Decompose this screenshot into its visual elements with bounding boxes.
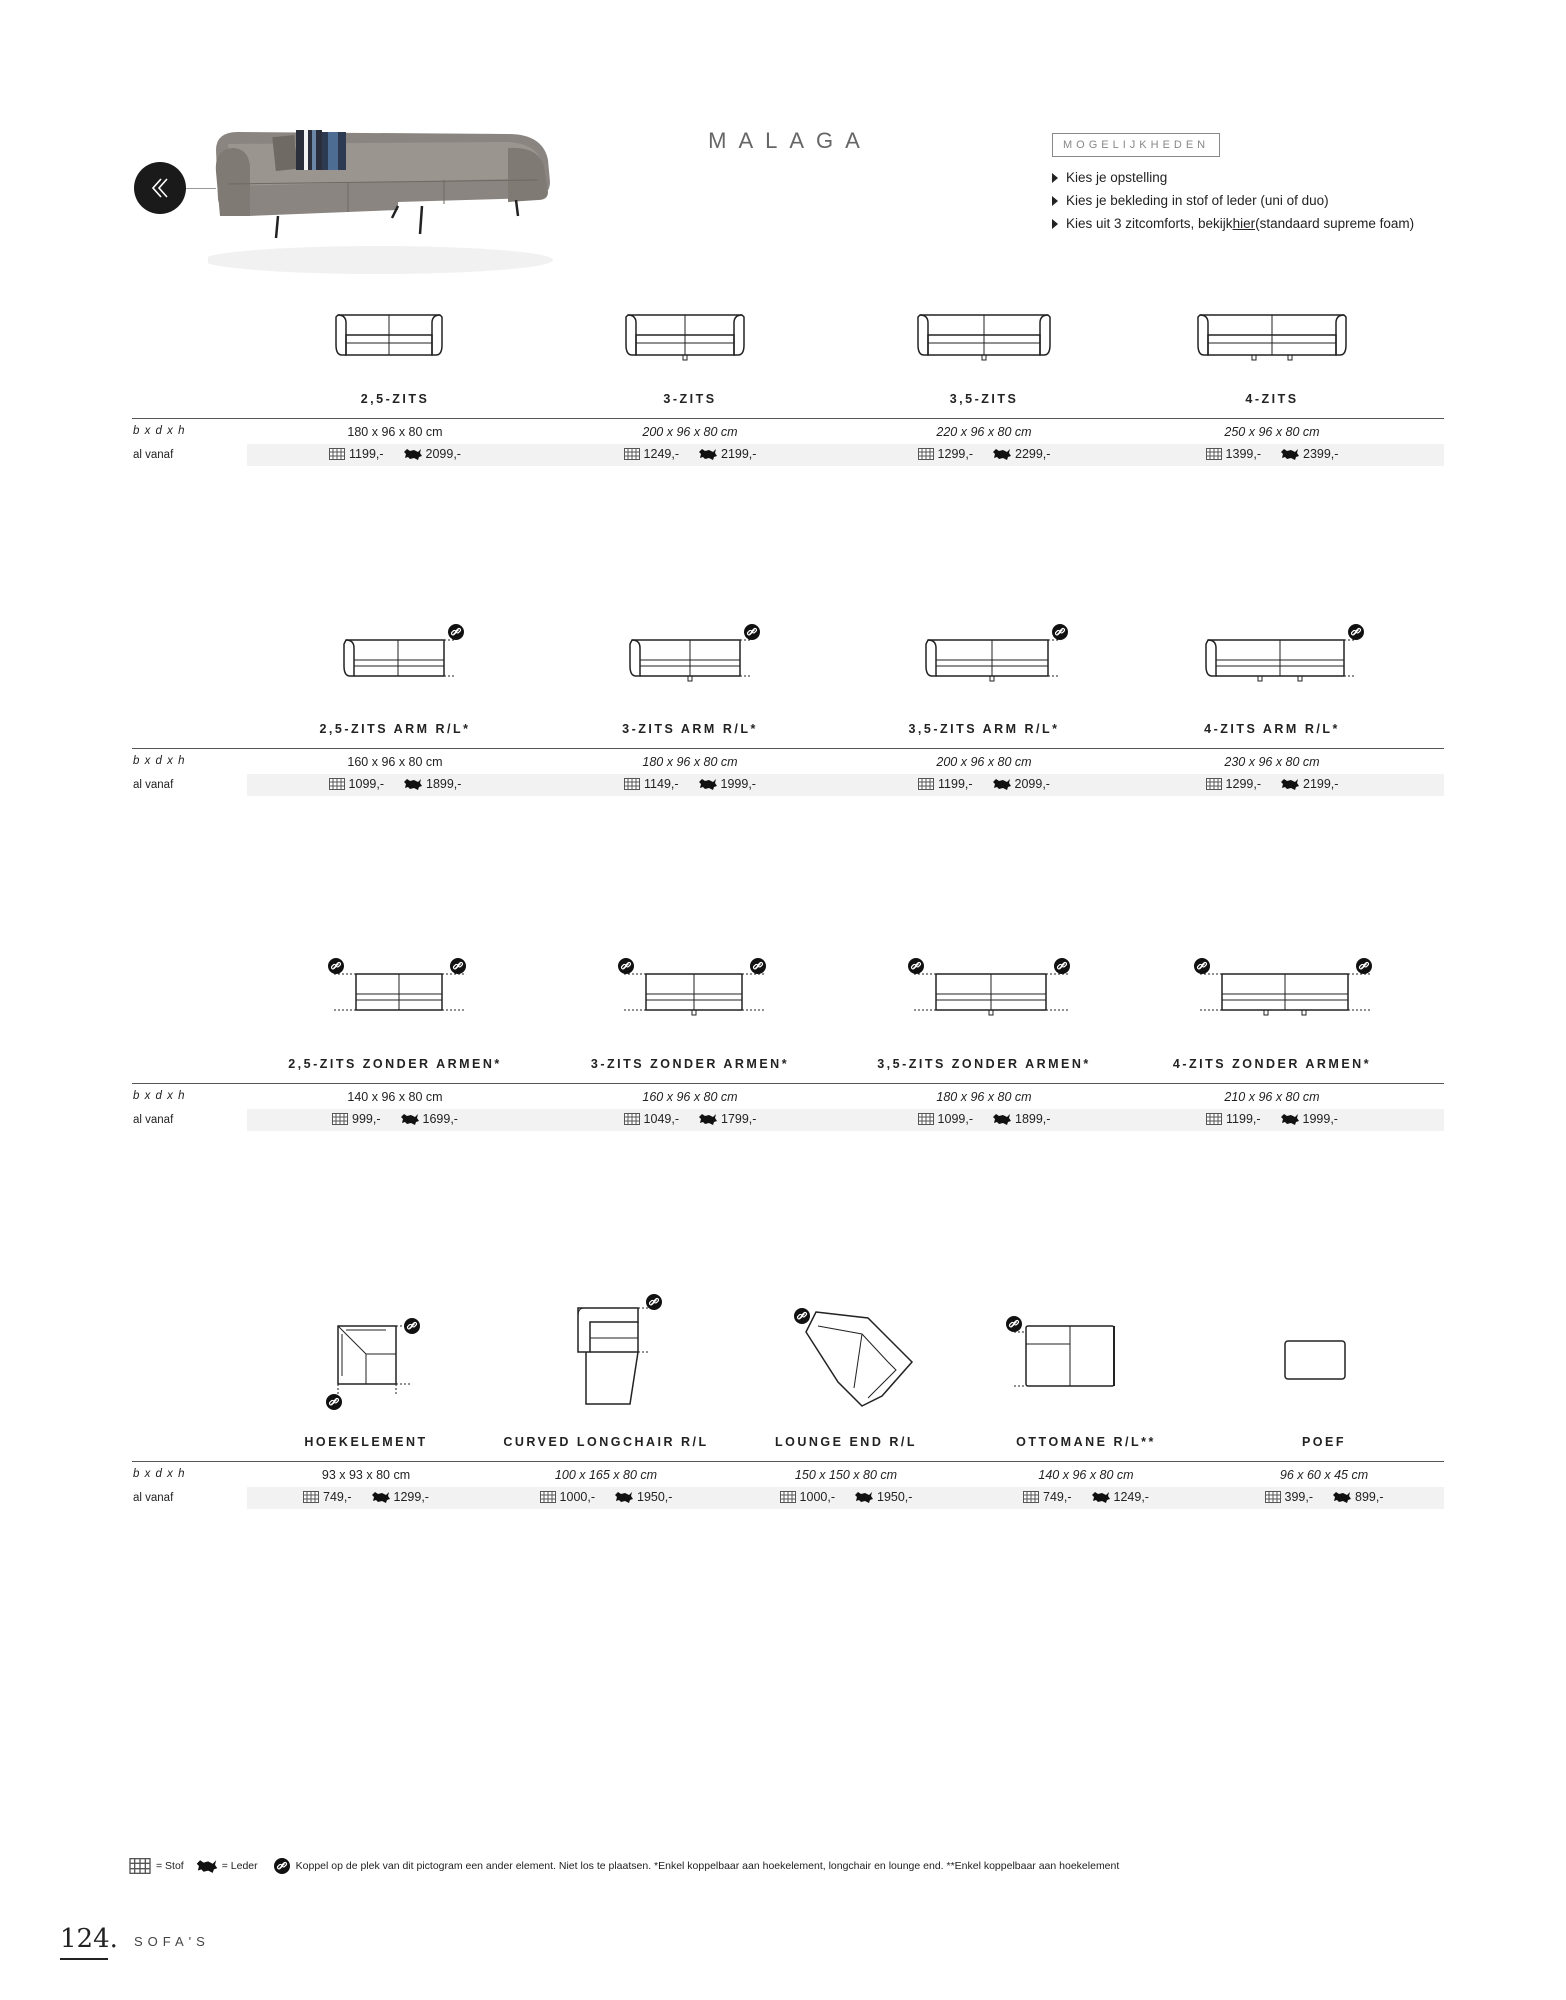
- link-icon: [274, 1858, 290, 1874]
- price-pair: [1152, 1112, 1392, 1126]
- link-icon: [750, 958, 766, 974]
- fabric-swatch-icon: [1265, 1491, 1281, 1503]
- leather-hide-icon: [993, 1112, 1011, 1126]
- price-pair: [1204, 1490, 1444, 1504]
- back-connector-line: [186, 188, 216, 189]
- leather-price: 1299,-: [393, 1490, 429, 1504]
- fabric-price: 1199,-: [1226, 1112, 1261, 1126]
- legend: [128, 1858, 1119, 1874]
- item-label: 2,5-ZITS ARM R/L*: [319, 722, 471, 736]
- leather-price: 2199,-: [1303, 777, 1339, 791]
- diagram-ottomane: [1004, 1314, 1120, 1396]
- diagram-3-5-zits: [912, 305, 1056, 365]
- link-icon: [1052, 624, 1068, 640]
- options-badge: MOGELIJKHEDEN: [1052, 133, 1220, 157]
- fabric-swatch-icon: [303, 1491, 319, 1503]
- fabric-swatch-icon: [918, 448, 934, 460]
- hero-sofa-photo: [208, 120, 558, 280]
- dims-row-label: b x d x h: [133, 1090, 186, 1102]
- price-row-label: al vanaf: [133, 449, 174, 461]
- page-title: MALAGA: [708, 128, 872, 153]
- item-label: 4-ZITS: [1245, 392, 1299, 406]
- divider: [132, 1083, 1444, 1084]
- divider: [132, 748, 1444, 749]
- triangle-bullet-icon: [1052, 196, 1058, 206]
- fabric-price: 1000,-: [799, 1490, 835, 1504]
- leather-price: 1999,-: [1302, 1112, 1338, 1126]
- price-pair: [570, 1112, 810, 1126]
- link-icon: [450, 958, 466, 974]
- leather-hide-icon: [1281, 777, 1299, 791]
- fabric-price: 999,-: [352, 1112, 381, 1126]
- leather-hide-icon: [699, 1112, 717, 1126]
- fabric-price: 1099,-: [348, 777, 384, 791]
- leather-price: 1899,-: [426, 777, 462, 791]
- dims-value: 150 x 150 x 80 cm: [794, 1468, 898, 1482]
- option-item: [1050, 212, 1414, 235]
- leather-price: 1950,-: [877, 1490, 913, 1504]
- item-label: 4-ZITS ZONDER ARMEN*: [1172, 1057, 1372, 1071]
- fabric-swatch-icon: [1206, 778, 1222, 790]
- legend-stof: = Stof: [156, 1860, 184, 1872]
- leather-price: 2099,-: [1014, 777, 1050, 791]
- option-text: (standaard supreme foam): [1255, 216, 1415, 231]
- leather-hide-icon: [699, 777, 717, 791]
- fabric-price: 1149,-: [644, 777, 679, 791]
- leather-price: 2399,-: [1303, 447, 1339, 461]
- leather-hide-icon: [404, 447, 422, 461]
- leather-price: 2099,-: [425, 447, 461, 461]
- leather-hide-icon: [993, 447, 1011, 461]
- leather-hide-icon: [372, 1490, 390, 1504]
- dims-value: 93 x 93 x 80 cm: [321, 1468, 411, 1482]
- leather-hide-icon: [1281, 447, 1299, 461]
- diagram-3-5-zits-zonder-armen: [906, 956, 1076, 1020]
- section-name: SOFA'S: [134, 1934, 210, 1949]
- page-number: 124.: [60, 1924, 118, 1954]
- fabric-swatch-icon: [624, 1113, 640, 1125]
- options-list: [1050, 166, 1414, 235]
- price-pair: [246, 1490, 486, 1504]
- fabric-swatch-icon: [329, 448, 345, 460]
- fabric-price: 1299,-: [1225, 777, 1261, 791]
- fabric-price: 1199,-: [349, 447, 384, 461]
- fabric-swatch-icon: [624, 778, 640, 790]
- price-pair: [275, 777, 515, 791]
- item-label: 3,5-ZITS: [949, 392, 1019, 406]
- divider: [132, 418, 1444, 419]
- back-button[interactable]: [134, 162, 186, 214]
- fabric-swatch-icon: [918, 778, 934, 790]
- link-icon: [404, 1318, 420, 1334]
- link-icon: [1348, 624, 1364, 640]
- fabric-swatch-icon: [332, 1113, 348, 1125]
- fabric-price: 1099,-: [937, 1112, 973, 1126]
- option-text: Kies uit 3 zitcomforts, bekijk: [1066, 216, 1233, 231]
- leather-price: 2199,-: [721, 447, 757, 461]
- leather-hide-icon: [993, 777, 1011, 791]
- leather-price: 1950,-: [637, 1490, 673, 1504]
- link-icon: [1356, 958, 1372, 974]
- dims-row-label: b x d x h: [133, 425, 186, 437]
- item-label: 2,5-ZITS: [360, 392, 430, 406]
- fabric-swatch-icon: [918, 1113, 934, 1125]
- dims-value: 230 x 96 x 80 cm: [1224, 755, 1320, 769]
- diagram-2-5-zits-zonder-armen: [326, 956, 472, 1020]
- diagram-4-zits-arm: [1200, 622, 1370, 686]
- item-label: HOEKELEMENT: [304, 1435, 428, 1449]
- fabric-price: 749,-: [1043, 1490, 1072, 1504]
- leather-hide-icon: [196, 1858, 218, 1874]
- leather-hide-icon: [404, 777, 422, 791]
- dims-value: 180 x 96 x 80 cm: [347, 425, 443, 439]
- fabric-swatch-icon: [329, 778, 345, 790]
- price-pair: [864, 1112, 1104, 1126]
- price-pair: [275, 1112, 515, 1126]
- dims-value: 180 x 96 x 80 cm: [936, 1090, 1032, 1104]
- dims-value: 140 x 96 x 80 cm: [1038, 1468, 1134, 1482]
- item-label: 3,5-ZITS ZONDER ARMEN*: [877, 1057, 1091, 1071]
- leather-price: 899,-: [1355, 1490, 1384, 1504]
- price-pair: [864, 447, 1104, 461]
- fabric-price: 749,-: [323, 1490, 352, 1504]
- option-item: [1050, 166, 1414, 189]
- price-row-label: al vanaf: [133, 779, 174, 791]
- fabric-price: 1399,-: [1225, 447, 1261, 461]
- back-chevrons-icon: [147, 175, 173, 201]
- dims-value: 210 x 96 x 80 cm: [1224, 1090, 1320, 1104]
- fabric-swatch-icon: [780, 1491, 796, 1503]
- price-pair: [726, 1490, 966, 1504]
- price-pair: [966, 1490, 1206, 1504]
- item-label: POEF: [1301, 1435, 1347, 1449]
- leather-price: 1799,-: [721, 1112, 757, 1126]
- item-label: 2,5-ZITS ZONDER ARMEN*: [288, 1057, 502, 1071]
- leather-hide-icon: [1281, 1112, 1299, 1126]
- dims-value: 160 x 96 x 80 cm: [347, 755, 443, 769]
- dims-value: 200 x 96 x 80 cm: [642, 425, 738, 439]
- fabric-price: 1249,-: [643, 447, 679, 461]
- leather-price: 2299,-: [1015, 447, 1051, 461]
- triangle-bullet-icon: [1052, 219, 1058, 229]
- leather-price: 1249,-: [1113, 1490, 1149, 1504]
- dims-row-label: b x d x h: [133, 755, 186, 767]
- fabric-swatch-icon: [1206, 448, 1222, 460]
- fabric-swatch-icon: [128, 1858, 152, 1874]
- item-label: LOUNGE END R/L: [775, 1435, 917, 1449]
- divider: [132, 1461, 1444, 1462]
- dims-value: 96 x 60 x 45 cm: [1279, 1468, 1369, 1482]
- legend-leder: = Leder: [221, 1860, 258, 1872]
- dims-value: 160 x 96 x 80 cm: [642, 1090, 738, 1104]
- page-number-underline: [60, 1958, 108, 1960]
- leather-price: 1699,-: [422, 1112, 458, 1126]
- dims-value: 100 x 165 x 80 cm: [554, 1468, 658, 1482]
- price-pair: [570, 777, 810, 791]
- option-item: [1050, 189, 1414, 212]
- leather-hide-icon: [401, 1112, 419, 1126]
- link-icon: [448, 624, 464, 640]
- link-icon: [1054, 958, 1070, 974]
- fabric-swatch-icon: [1023, 1491, 1039, 1503]
- dims-row-label: b x d x h: [133, 1468, 186, 1480]
- fabric-price: 1049,-: [643, 1112, 679, 1126]
- link-icon: [744, 624, 760, 640]
- option-text: Kies je bekleding in stof of leder (uni of duo): [1066, 193, 1329, 208]
- fabric-price: 1299,-: [937, 447, 973, 461]
- price-pair: [1152, 777, 1392, 791]
- fabric-price: 1000,-: [559, 1490, 595, 1504]
- link-icon: [908, 958, 924, 974]
- leather-hide-icon: [855, 1490, 873, 1504]
- diagram-hoekelement: [324, 1314, 428, 1410]
- diagram-3-zits: [620, 305, 750, 365]
- fabric-swatch-icon: [1206, 1113, 1222, 1125]
- diagram-3-zits-arm: [624, 622, 764, 686]
- leather-price: 1999,-: [720, 777, 756, 791]
- price-pair: [275, 447, 515, 461]
- fabric-price: 399,-: [1284, 1490, 1313, 1504]
- dims-value: 200 x 96 x 80 cm: [936, 755, 1032, 769]
- price-row-label: al vanaf: [133, 1492, 174, 1504]
- price-pair: [486, 1490, 726, 1504]
- comfort-link[interactable]: hier: [1232, 216, 1256, 231]
- fabric-swatch-icon: [624, 448, 640, 460]
- diagram-curved-longchair: [568, 1292, 678, 1410]
- link-icon: [1006, 1316, 1022, 1332]
- link-icon: [326, 1394, 342, 1410]
- diagram-3-zits-zonder-armen: [616, 956, 772, 1020]
- diagram-4-zits: [1192, 305, 1352, 365]
- price-pair: [1152, 447, 1392, 461]
- item-label: 3,5-ZITS ARM R/L*: [908, 722, 1060, 736]
- item-label: 3-ZITS ARM R/L*: [622, 722, 758, 736]
- dims-value: 140 x 96 x 80 cm: [347, 1090, 443, 1104]
- leather-hide-icon: [699, 447, 717, 461]
- link-icon: [618, 958, 634, 974]
- item-label: 3-ZITS: [663, 392, 717, 406]
- leather-hide-icon: [1092, 1490, 1110, 1504]
- item-label: OTTOMANE R/L**: [1016, 1435, 1156, 1449]
- dims-value: 220 x 96 x 80 cm: [936, 425, 1032, 439]
- dims-value: 180 x 96 x 80 cm: [642, 755, 738, 769]
- dims-value: 250 x 96 x 80 cm: [1224, 425, 1320, 439]
- link-icon: [646, 1294, 662, 1310]
- diagram-poef: [1282, 1338, 1348, 1384]
- diagram-lounge-end: [792, 1306, 918, 1414]
- legend-note: Koppel op de plek van dit pictogram een ander element. Niet los te plaatsen. *Enkel koppelbaar aan hoekelement, longchair en lounge end. **Enkel koppelbaar aan hoekelement: [295, 1860, 1120, 1872]
- option-text: Kies je opstelling: [1066, 170, 1168, 185]
- diagram-3-5-zits-arm: [920, 622, 1072, 686]
- link-icon: [1194, 958, 1210, 974]
- diagram-4-zits-zonder-armen: [1192, 956, 1378, 1020]
- leather-price: 1899,-: [1015, 1112, 1051, 1126]
- price-pair: [864, 777, 1104, 791]
- item-label: 4-ZITS ARM R/L*: [1204, 722, 1340, 736]
- price-row-label: al vanaf: [133, 1114, 174, 1126]
- item-label: CURVED LONGCHAIR R/L: [503, 1435, 709, 1449]
- fabric-price: 1199,-: [938, 777, 973, 791]
- fabric-swatch-icon: [540, 1491, 556, 1503]
- diagram-2-5-zits: [330, 305, 448, 365]
- price-pair: [570, 447, 810, 461]
- link-icon: [794, 1308, 810, 1324]
- triangle-bullet-icon: [1052, 173, 1058, 183]
- leather-hide-icon: [615, 1490, 633, 1504]
- diagram-2-5-zits-arm: [338, 622, 468, 686]
- leather-hide-icon: [1333, 1490, 1351, 1504]
- link-icon: [328, 958, 344, 974]
- item-label: 3-ZITS ZONDER ARMEN*: [590, 1057, 790, 1071]
